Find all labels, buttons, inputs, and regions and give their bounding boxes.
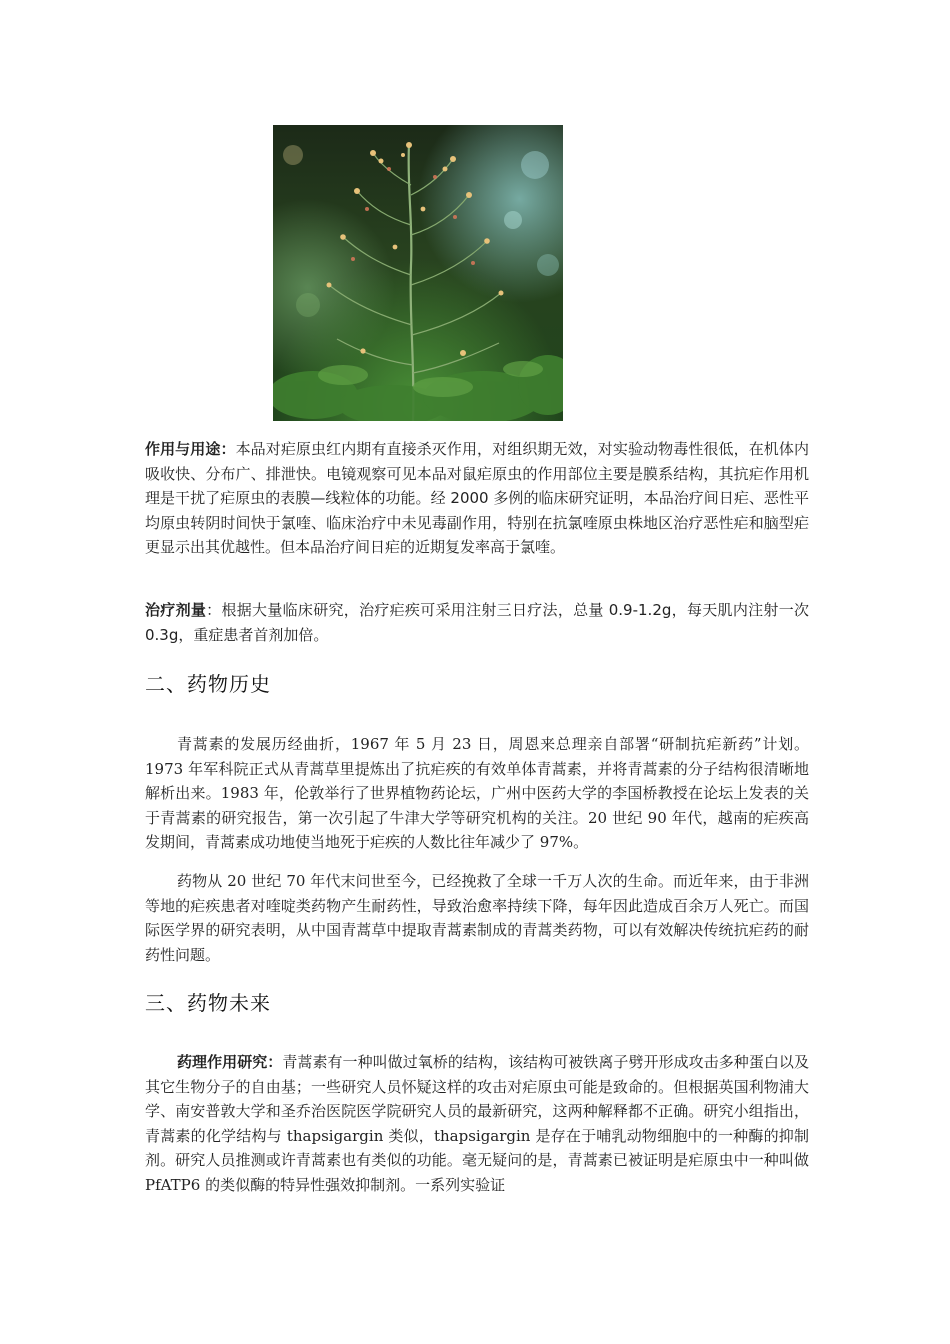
usage-paragraph [145,437,809,560]
future-paragraph [145,1050,809,1197]
history-paragraph-1: 青蒿素的发展历经曲折，1967 年 5 月 23 日，周恩来总理亲自部署“研制抗疟新药”计划。1973 年军科院正式从青蒿草里提炼出了抗疟疾的有效单体青蒿素，并将青蒿素的分子结构很清晰地解析出来。1983 年，伦敦举行了世界植物药论坛，广州中医药大学的李国桥教授在论坛上发表的关于青蒿素的研究报告，第一次引起了牛津大学等研究机构的关注。20 世纪 90 年代，越南的疟疾高发期间，青蒿素成功地使当地死于疟疾的人数比往年减少了 97%。 [145,735,809,851]
dosage-paragraph [145,598,809,647]
artemisia-plant-image [273,125,563,421]
dosage-text: ：根据大量临床研究，治疗疟疾可采用注射三日疗法，总量 0.9-1.2g，每天肌内注射一次 0.3g，重症患者首剂加倍。 [145,601,809,644]
future-heading: 三、药物未来 [145,991,271,1015]
usage-text: 本品对疟原虫红内期有直接杀灭作用，对组织期无效，对实验动物毒性很低，在机体内吸收快、分布广、排泄快。电镜观察可见本品对鼠疟原虫的作用部位主要是膜系结构，其抗疟作用机理是干扰了疟原虫的表膜—线粒体的功能。经 2000 多例的临床研究证明，本品治疗间日疟、恶性平均原虫转阴时间快于氯喹、临床治疗中未见毒副作用，特别在抗氯喹原虫株地区治疗恶性疟和脑型疟更显示出其优越性。但本品治疗间日疟的近期复发率高于氯喹。 [145,440,809,556]
future-text: 青蒿素有一种叫做过氧桥的结构，该结构可被铁离子劈开形成攻击多种蛋白以及其它生物分子的自由基；一些研究人员怀疑这样的攻击对疟原虫可能是致命的。但根据英国利物浦大学、南安普敦大学和圣乔治医院医学院研究人员的最新研究，这两种解释都不正确。研究小组指出，青蒿素的化学结构与 thapsigargin 类似，thapsigargin 是存在于哺乳动物细胞中的一种酶的抑制剂。研究人员推测或许青蒿素也有类似的功能。毫无疑问的是，青蒿素已被证明是疟原虫中一种叫做 PfATP6 的类似酶的特异性强效抑制剂。一系列实验证 [145,1053,809,1194]
future-label: 药理作用研究： [177,1053,283,1071]
history-paragraph-2: 药物从 20 世纪 70 年代末问世至今，已经挽救了全球一千万人次的生命。而近年来，由于非洲等地的疟疾患者对喹啶类药物产生耐药性，导致治愈率持续下降，每年因此造成百余万人死亡。而国际医学界的研究表明，从中国青蒿草中提取青蒿素制成的青蒿类药物，可以有效解决传统抗疟药的耐药性问题。 [145,872,809,964]
dosage-label: 治疗剂量 [145,601,207,619]
usage-label: 作用与用途： [145,440,236,458]
plant-photo [273,125,563,421]
history-heading: 二、药物历史 [145,672,271,696]
